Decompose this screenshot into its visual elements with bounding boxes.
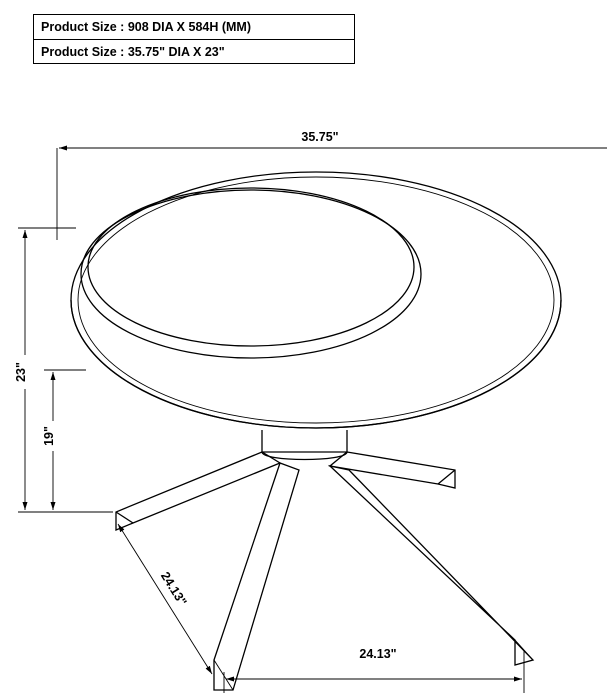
foot-front-left (214, 660, 233, 690)
product-size-row-inch: Product Size : 35.75" DIA X 23" (34, 39, 354, 63)
foot-back-left (116, 512, 133, 523)
table-top-rim-inner (78, 177, 554, 423)
foot-back-right (438, 470, 455, 484)
leg-front-right (330, 466, 533, 665)
dimension-label-base-span-left: 24.13" (157, 569, 190, 609)
dimension-line-diag (118, 524, 212, 674)
base-hub (262, 430, 347, 452)
table-base (116, 430, 533, 690)
table-top-thickness-edge (71, 300, 561, 428)
product-size-row-mm: Product Size : 908 DIA X 584H (MM) (41, 20, 251, 34)
dimension-label-underside-height: 19" (42, 426, 56, 446)
leg-front-left (214, 463, 299, 690)
dimension-label-overall-width: 35.75" (301, 130, 339, 144)
dimension-base-span-left (116, 512, 214, 690)
dimension-overall-width (57, 148, 607, 300)
dimension-label-base-span-front: 24.13" (359, 647, 397, 661)
table-body (71, 172, 561, 428)
dimension-label-group-left (151, 559, 197, 619)
dimension-label-overall-height: 23" (14, 362, 28, 382)
base-hub-bottom (262, 452, 347, 460)
leg-back-left (116, 452, 280, 530)
table-top-outer-edge (71, 172, 561, 428)
